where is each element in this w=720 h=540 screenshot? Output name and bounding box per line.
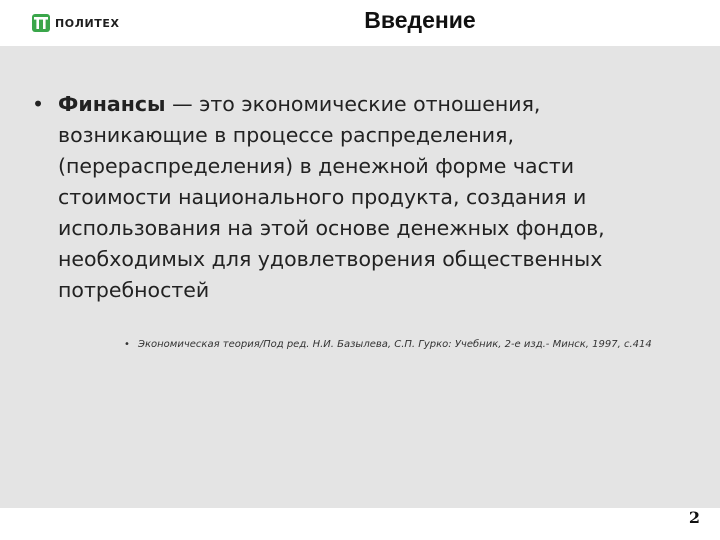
slide-title: Введение (364, 7, 476, 33)
slide-header (0, 0, 720, 46)
definition-body: — это экономические отношения, возникающие в процессе распределения, (перераспределения) в денежной форме части стоимости национального продукта, создания и использования на этой основе денежных фондов, необходимых для удовлетворения общественных потребностей (58, 92, 605, 302)
definition-term: Финансы (58, 92, 166, 116)
reference-bullet: • (124, 339, 130, 350)
definition-text (58, 89, 682, 306)
page-number: 2 (688, 508, 700, 527)
logo-text: ПОЛИТЕХ (55, 16, 120, 30)
politech-pi-logo-icon (32, 14, 50, 32)
slide-content (0, 46, 720, 508)
definition-list-item (32, 89, 682, 306)
reference-text: Экономическая теория/Под ред. Н.И. Базылева, С.П. Гурко: Учебник, 2-е изд.- Минск, 1997, с.414 (138, 339, 652, 350)
logo (32, 13, 120, 33)
reference-list-item (124, 339, 704, 350)
bullet: • (32, 92, 45, 116)
